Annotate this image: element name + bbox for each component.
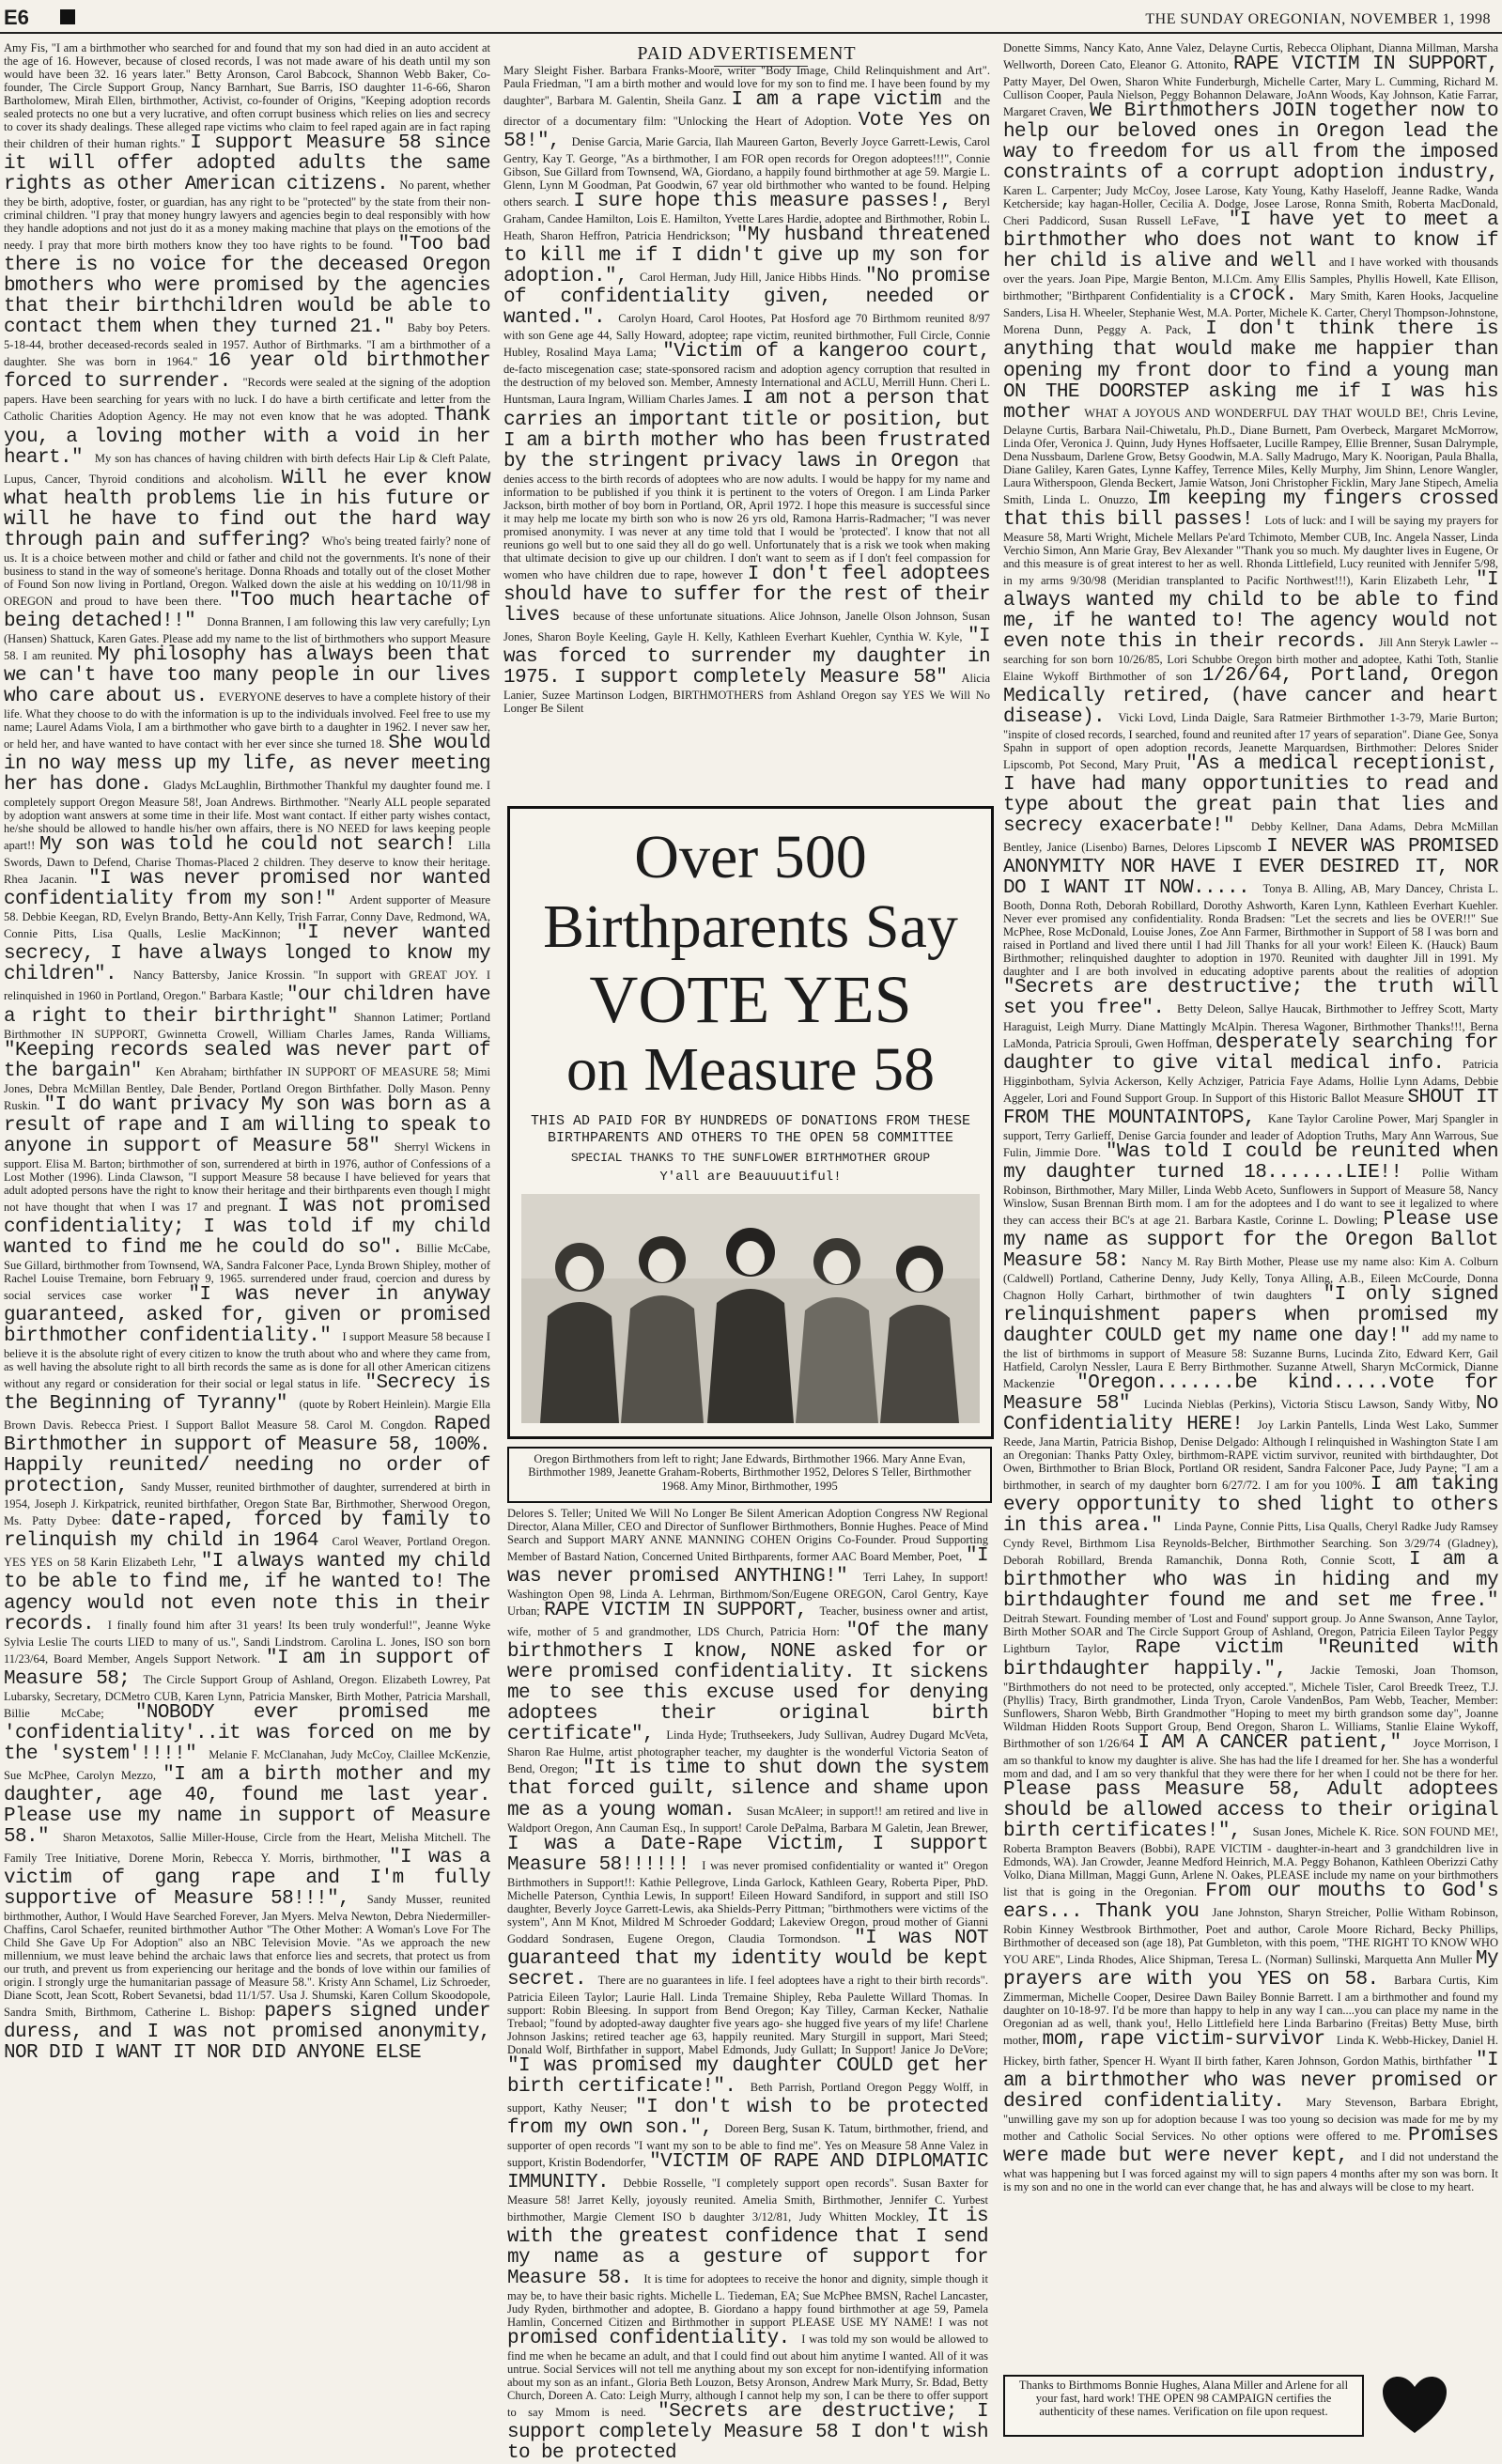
quote-statement: Please pass Measure 58, Adult adoptees should be allowed access to their original birth certificates!", [1003, 1778, 1498, 1842]
name-list-text: Ken Abraham; birthfather IN SUPPORT OF MEASURE 58; Mimi Jones, Debra McMillan Bentley, Dale Bender, Portland Oregon Birthfather. Dolly Mason. Penny Ruskin. [4, 1064, 491, 1112]
quote-statement: Vote Yes on 58!", [503, 110, 990, 153]
name-list-text: Sherryl Wickens in support. Elisa M. Barton; birthmother of son, surrendered at birth in 1976, author of Confessions of a Lost Mother (1996). Linda Clawson, "I support Measure 58 because I have believed for years that adult adopted persons have the right to know their heritage and their birthparents even though I might not have thought that when I was 17 and pregnant. [4, 1139, 490, 1214]
quote-statement: promised confidentiality. [507, 2328, 802, 2350]
quote-statement: "It is time to shut down the system that forced guilt, silence and shame upon me as a young woman. [507, 1758, 988, 1821]
name-list-text: EVERYONE deserves to have a complete history of their life. What they choose to do with the information is up to the individuals involved. Feel free to use my name; Laurel Adams Viola, I am a birthmother who gave birth to a daughter in 1962. I never saw her, or held her, and have wanted to have contact with her ever since she turned 18. [4, 690, 490, 752]
quote-statement: 16 year old birthmother forced to surrender. [4, 350, 490, 394]
name-list-text: Baby boy Peters. 5-18-44, brother deceased-records sealed in 1957. Author of Birthmarks. "I am a birthmother of a daughter. She was born in 1964." [4, 321, 490, 369]
quote-statement: I AM A CANCER patient," [1138, 1731, 1414, 1754]
quote-statement: "My husband threatened to kill me if I didn't give up my son for adoption.", [503, 225, 991, 288]
photo-caption: Oregon Birthmothers from left to right; Jane Edwards, Birthmother 1966. Mary Anne Evan, Birthmother 1989, Jeanette Graham-Roberts, Birthmother 1952, Delores S Teller, Birthmother 1968. Amy Minor, Birthmother, 1995 [528, 1452, 971, 1493]
quote-statement: "I have yet to meet a birthmother who does not want to know if her child is alive and well [1003, 209, 1498, 273]
name-list-text: Lilla Swords, Dawn to Defend, Charise Thomas-Placed 2 children. They deserve to know their heritage. Rhea Jacanin. [4, 839, 491, 887]
quote-statement: I am not a person that carries an important title or position, but I am a birth mother who has been frustrated by the stringent privacy laws in Oregon [503, 388, 991, 473]
quote-statement: "Too bad there is no voice for the deceased Oregon bmothers who were promised by the agencies that their birthchildren would be able to contact them when they turned 21." [4, 234, 490, 339]
quote-statement: Will he ever know what health problems lie in his future or will he have to find out the hard way through pain and suffering? [4, 467, 490, 551]
quote-statement: "I never wanted secrecy, I have always longed to know my children". [4, 922, 490, 986]
name-list-text: Donna Brannen, I am following this law very carefully; Lyn (Hansen) Shattuck, Karen Gates. Please add my name to the list of birthmothers who support Measure 58. I am reunited. [4, 614, 490, 662]
quote-statement: "Was told I could be reunited when my daughter turned 18.......LIE!! [1003, 1140, 1498, 1184]
name-list-text: Mary Smith, Karen Hooks, Jacqueline Sanders, Lisa H. Wheeler, Stephanie West, M.A. Porter, Michele K. Carter, Cheryl Thompson-Johnstone, Morena Dunn, Peggy A. Pack, [1003, 289, 1498, 337]
name-list-text: Donette Simms, Nancy Kato, Anne Valez, Delayne Curtis, Rebecca Oliphant, Dianna Millman, Marsha Wellworth, Doreen Cato, Eleanor G. Attonito, [1003, 41, 1498, 71]
name-list-text: Nancy M. Ray Birth Mother, Please use my name also: Kim A. Colburn (Caldwell) Portland, Catherine Denny, Judy Kelly, Tonya Alling, A.B., Eileen McCourde, Donna Chagnon Holly Carhart, birthmother of twin daughters [1003, 1254, 1498, 1302]
name-list-text: Kane Taylor Caroline Power, Marj Spangler in support, Terry Garlieff, Denise Garcia founder and leader of Adoption Truths, Mary Ann Warrous, Sue Fulin, Jimmie Dore. [1003, 1111, 1498, 1159]
name-list-text: Shannon Latimer; Portland Birthmother IN SUPPORT, Gwinnetta Crowell, William Charles James, Randa Williams, [4, 1010, 490, 1041]
name-list-text: I was told my son would be allowed to find me when he became an adult, and that I could find out about him anytime I wanted. All of it was untrue. Social Services will not tell me anything about my son except for non-identifying information about my son as an infant., Gloria Beth Louzon, Betsy Aronson, Andrew Mark Murry, Sr. Bdad, Betty Church, Doreen A. Cato: Leigh Murry, although I cannot help my son, I can be there to offer support to say Mmom is need. [507, 2332, 988, 2420]
name-list-text: and the director of a documentary film: "Unlocking the Heart of Adoption. [503, 94, 991, 129]
quote-statement: "NOBODY ever promised me 'confidentiality'..it was forced on me by the 'system'!!!!" [4, 1701, 490, 1765]
right-column [1003, 41, 1498, 2369]
quote-statement: "I was NOT guaranteed that my identity would be kept secret. [507, 1927, 988, 1991]
quote-statement: "I was promised my daughter COULD get her birth certificate!". [507, 2054, 988, 2098]
quote-statement: RAPE VICTIM IN SUPPORT, [1232, 54, 1498, 75]
name-list-text: Jane Johnston, Sharyn Streicher, Pollie Witham Robinson, Robin Kinney Westbrook Birthmother, Poet and author, Carole Moore Richard, Becky Phillips, Birthmother of deceased son (age 18), Pat Gumbleton, with this poem, "THE RIGHT TO KNOW WHO YOU ARE", Linda Rhodes, Alice Shipman, Teresa L. (Norman) Sullinski, Marquetta Ann Muller [1003, 1905, 1498, 1966]
certification-notice: Thanks to Birthmoms Bonnie Hughes, Alana Miller and Arlene for all your fast, hard work! THE OPEN 98 CAMPAIGN certifies the authenticity of these names. Verification on file upon request. [1018, 2379, 1349, 2418]
quote-statement: Im keeping my fingers crossed that this bill passes! [1003, 488, 1498, 531]
group-photo-illustration [521, 1194, 980, 1423]
quote-statement: "I always wanted my child to be able to find me, if he wanted to! The agency would not even note this in their records. [1003, 568, 1498, 653]
name-list-text: Debby Kellner, Dana Adams, Debra McMillan Bentley, Janice (Lisenbo) Barnes, Delores Lipscomb [1003, 820, 1499, 855]
masthead-rule [0, 32, 1502, 34]
quote-statement: "I was a victim of gang rape and I'm fully supportive of Measure 58!!!", [4, 1847, 490, 1911]
group-photo [521, 1194, 980, 1423]
name-list-text: Sandy Musser, reunited birthmother of daughter, surrendered at birth in 1954, Joseph J. Kirkpatrick, reunited birthfather, Oregon State Bar, Birthmother, Sherwood Oregon, Ms. Patty Dybee: [4, 1480, 490, 1528]
name-list-text: add my name to the list of birthmoms in support of Measure 58: Suzanne Burns, Lucinda Zito, Edward Kerr, Gail Hatfield, Carolyn Nessler, Laura E Berry Birthmother. Suzanne Atwell, Sharyn McCormick, Dianne Mackenzie [1003, 1330, 1498, 1391]
quote-statement: "Too much heartache of being detached!!" [4, 589, 490, 632]
quote-statement: "I always wanted my child to be able to find me, if he wanted to! The agency would not even note this in their records. [4, 1551, 490, 1635]
name-list-text: Carol Weaver, Portland Oregon. YES YES on 58 Karin Elizabeth Lehr, [4, 1535, 491, 1570]
name-list-text: I finally found him after 31 years! Its been truly wonderful!", Jeanne Wyke Sylvia Leslie The courts LIED to many of us.", Sandi Lindstrom. Carolina L. Jones, ISO son born 11/23/64, Board Member, Angels Support Network. [4, 1618, 490, 1666]
name-list-text: Denise Garcia, Marie Garcia, Ilah Maureen Garton, Beverly Joyce Garrett-Lewis, Carol Gentry, Kay T. George, "As a birthmother, I am FOR open records for Oregon adoptees!!!", Connie Gibson, Sue Gillard from Townsend, WA, Giordano, a happily found birthmother at age 59. Margie L. Glenn, Lynn M Goodman, Pat Goodwin, 67 year old birthmother who wanted to be found. Helping others search. [503, 135, 990, 209]
name-list-text: Sharon Metaxotos, Sallie Miller-House, Circle from the Heart, Melisha Mitchell. The Family Tree Initiative, Dorene Morin, Rebecca Y. Morris, birthmother, [4, 1831, 490, 1866]
name-list-text: Carolyn Hoard, Carol Hootes, Pat Hosford age 70 Birthmom reunited 8/97 with son Gene age 44, Sally Howard, adoptee; rape victim, reunited birthmother, Full Circle, Connie Hubley, Rosalind Maya Lama; [503, 312, 990, 360]
quote-statement: "I only signed relinquishment papers when promised my daughter COULD get my name one day!" [1003, 1283, 1498, 1348]
name-list-text: Jackie Temoski, Joan Thomson, "Birthmothers do not need to be protected, only accepted.", Michele Tisler, Carol Breedk Treez, T.J. (Phyllis) Tracy, Birth grandmother, Linda Tryon, Carole VandenBos, Pam Webb, Teacher, Member: Sunflowers, Sharon Webb, Birth Grandmother "Hoping to meet my birth grandson some day", Joanne Wildman Hidden Roots Support Group, Bend Oregon, Sharon L. Williams, Stanlie Elaine Wykoff, Birthmother of son 1/26/64 [1003, 1663, 1498, 1750]
quote-statement: "Secrets are destructive; I support completely Measure 58 I don't wish to be protected [507, 2401, 988, 2464]
quote-statement: "Secrecy is the Beginning of Tyranny" [4, 1372, 490, 1416]
section-label: E6 [4, 6, 29, 29]
quote-statement: "I do want privacy My son was born as a result of rape and I am willing to speak to anyone in support of Measure 58" [4, 1093, 490, 1157]
name-list-text: Delores S. Teller; United We Will No Longer Be Silent American Adoption Congress NW Regional Director, Alana Miller, CEO and Director of Sunflower Birthmothers, Bonnie Hughes. Peace of Mind Search and Support MARY ANNE MANNING COHEN Origins Co-Founder. Proud Supporting Member of Bastard Nation, Concerned United Birthparents, former AAC Board Member, Poet, [507, 1507, 988, 1563]
quote-statement: "VICTIM OF RAPE AND DIPLOMATIC IMMUNITY. [507, 2150, 988, 2194]
name-list-text: Patty Mayer, Del Owen, Sharon White Funderburgh, Michelle Carter, Mary L. Cumming, Richard M. Cullison Cooper, Paula Nielson, Peggy Bohannon Delaware, JoAnn Woods, Kay Johnson, Katie Farrar, Margaret Craven, [1003, 75, 1498, 119]
name-list-text: I was never promised confidentiality or wanted it" Oregon Birthmothers in Support!!: Kathie Pellegrove, Linda Garlock, Kathleen Geary, Roberta Piper, PhD. Michelle Paterson, Cynthia Lewis, In support! Eileen Howard Sandiford, in support and still ISO daughter, Beverly Joyce Garrett-Lewis, aka Shields-Perry Pittman; "birthmothers were victims of the system", Ann M Knot, Mildred M Schroeder Goddard; Lakeview Oregon, proud mother of Gianni Goddard Sondrasen, Eugene Oregon, Claudia Tormondson. [507, 1858, 988, 1945]
name-list-text: The Circle Support Group of Ashland, Oregon. Elizabeth Lowrey, Pat Lubarsky, Secretary, DCMetro CUB, Karen Lynn, Patricia Mansker, Birth Mother, Patricia Marshall, Billie McCabe; [4, 1672, 490, 1720]
ad-paid-note: THIS AD PAID FOR BY HUNDREDS OF DONATIONS FROM THESE BIRTHPARENTS AND OTHERS TO THE OPEN 58 COMMITTEE [530, 1113, 971, 1146]
quote-statement: "I was never promised nor wanted confidentiality from my son!" [4, 868, 490, 911]
name-list-text: Betty Deleon, Sallye Haucak, Birthmother to Jeffrey Scott, Marty Haraguist, Leigh Murry. Diane Mattingly McAlpin. Theresa Wagoner, Birthmother Thanks!!!, Berna LaMonda, Patricia Sprouli, Gwen Hoffman, [1003, 1002, 1499, 1050]
quote-statement: "I don't wish to be protected from my own son.", [507, 2096, 989, 2139]
name-list-text: Doreen Berg, Susan K. Tatum, birthmother, friend, and supporter of open records "I want my son to be able to find me". Yes on Measure 58 Anne Valez in support, Kristin Bodendorfer, [507, 2121, 988, 2169]
name-list-text: Gladys McLaughlin, Birthmother Thankful my daughter found me. I completely support Oregon Measure 58!, Joan Andrews. Birthmother. "Nearly ALL people separated by adoption want answers at some time in their life. Most want contact. If either party wishes contact, he/she should be allowed to handle his/her own affairs, there is NO NEED for laws keeping people apart!! [4, 779, 491, 853]
quote-statement: "Keeping records sealed was never part of the bargain" [4, 1039, 490, 1082]
name-list-text: Barbara Curtis, Kim Zimmerman, Michelle Cooper, Desiree Dawn Bailey Bonnie Barrett. I am a birthmother and found my daughter on 10-18-97. I'd be more than happy to help in any way I can....you can place my name in the Oregonian ad as well, thank you!, Hello Littlefield here Linda Barbarino (Freitas) Betty Muse, birth mother, [1003, 1973, 1498, 2047]
quote-statement: No Confidentiality HERE! [1003, 1393, 1498, 1436]
name-list-text: Lots of luck: and I will be saying my prayers for Measure 58, Marti Wright, Michele Mellars Pe'ard Tchimoto, Member CUB, Inc. Angela Nasser, Linda Verchio Simon, Ann Marie Gray, Bev Alexander "'Thank you so much. My daughter lives in Eugene, Or and this measure is of great interest to her as well. Rhonda Littlefield, Lucy reunited with Jennifer 5/98, in my arms 9/30/98 (Meridian transplanted to Pacific Northwest!!!), Karin Elizabeth Lehr, [1003, 513, 1498, 587]
ad-headline-measure-58: on Measure 58 [565, 1035, 936, 1104]
name-list-text: Joy Larkin Pantells, Linda West Lako, Summer Reede, Jana Martin, Patricia Bishop, Denise Delgado: Although I relinquished in Washington State I am an Oregonian: Thanks Patty Oxley, birthmom-RAPE victim survivor, reunited with birthdaughter, Dot Owen, Birthmother to Brian Block, Portland OR resident, Sandra Falconer Pace, Judy Payne; "I am a birthmother, in search of my daughter born 6/27/72. I am for you 100%. [1003, 1418, 1499, 1493]
quote-statement: "As a medical receptionist, I have had many opportunities to read and type about the great pain that lies and secrecy exacerbate!" [1003, 753, 1498, 838]
quote-statement: mom, rape victim-survivor [1042, 2028, 1337, 2051]
advertisement-box [507, 806, 994, 1439]
name-list-text: My son has chances of having children with birth defects Hair Lip & Cleft Palate, Lupus, Cancer, Thyroid conditions and alcoholism. [4, 451, 490, 486]
quote-statement: RAPE VICTIM IN SUPPORT, [544, 1600, 820, 1622]
name-list-text: Beryl Graham, Candee Hamilton, Lois E. Hamilton, Yvette Lares Hardie, adoptee and Birthmother, Robin L. Heath, Sharon Heffron, Patricia Hendrickson; [503, 195, 990, 243]
name-list-text: Joyce Morrison, I am so thankful to know my daughter is alive. She has had the life I dreamed for her. She has a wonderful mom and dad, and I am so very thankful that they were there for her when I could not be there for her. [1003, 1736, 1498, 1780]
name-list-text: Debbie Rosselle, "I completely support open records". Susan Baxter for Measure 58! Jarret Kelly, joyously reunited. Amelia Smith, Birthmother, Jennifer C. Yurbest birthmother, Margie Clement ISO b daughter 3/12/81, Judy Whitten Mockley, [507, 2177, 988, 2224]
quote-statement: I don't think there is anything that would make me happier than opening my front door to find a young man ON THE DOORSTEP asking me if I was his mother [1003, 318, 1499, 424]
name-list-text: Karen L. Carpenter; Judy McCoy, Josee Larose, Katy Young, Kathy Haseloff, Jeanne Radke, Wanda Ketcherside; kay hagan-Holler, Cecilia A. Dodge, Josee Larose, Ronna Smith, Roberta MacDonald, Cheri Paddicord, Susan Russell LeFave, [1003, 184, 1498, 228]
left-column [4, 41, 490, 2446]
name-list-text: Billie McCabe, Sue Gillard, birthmother from Townsend, WA, Sandra Falconer Pace, Lynda Brown Shipley, mother of Rachel Louise Tremaine, born February 9, 1965. surrendered under fraud, coercion and duress by social services case worker [4, 1241, 491, 1302]
quote-statement: "Oregon.......be kind.....vote for Measure 58" [1003, 1372, 1498, 1416]
name-list-text: Amy Fis, "I am a birthmother who searched for and found that my son had died in an auto accident at the age of 16. However, because of closed records, I was not made aware of his death until my son would have been 32. 16 years later." Betty Aronson, Carol Babcock, Shannon Webb Baker, Co-founder, The Circle Support Group, Nancy Barnhart, Sue Barris, ISO daughter 11-6-66, Sharon Bartholomew, Mirah Ellen, birthmother, Activist, co-founder of Origins, "Keeping adoption records sealed protects no one but a very lucrative, and often corrupt business which relies on lies and secrecy to cover its shady dealings. These alleged rape victims who claim to feel raped again are in fact raping their children of their human rights." [4, 41, 490, 150]
quote-statement: "No promise of confidentiality given, needed or wanted.". [503, 266, 990, 330]
quote-statement: It is with the greatest confidence that I send my name as a gesture of support for Measure 58. [507, 2206, 988, 2290]
name-list-text: Pollie Witham Robinson, Birthmother, Mary Miller, Linda Webb Aceto, Sunflowers in Support of Measure 58, Nancy Winslow, Susan Brennan Birth mom. I am for the adoptees and I do want to see it legalized to where they can access their BC's at age 21. Barbara Kastle, Corinne L. Dowling; [1003, 1166, 1498, 1227]
quote-statement: Thank you, a loving mother with a void in her heart." [4, 405, 490, 469]
quote-statement: SHOUT IT FROM THE MOUNTAINTOPS, [1003, 1086, 1498, 1129]
heart-icon [1383, 2377, 1447, 2435]
name-list-text: Linda K. Webb-Hickey, Daniel H. Hickey, birth father, Spencer H. Wyant II birth father, Karen Johnson, Gordon Mathis, birthfather [1003, 2033, 1498, 2068]
section-block-marker [60, 9, 75, 24]
quote-statement: We Birthmothers JOIN together now to help our beloved ones in Oregon lead the way to freedom for us all from the imposed constraints of a corrupt adoption industry, [1003, 101, 1498, 185]
quote-statement: Rape victim "Reunited with birthdaughter happily.", [1003, 1637, 1499, 1681]
ad-headline-vote-yes: VOTE YES [589, 962, 912, 1037]
quote-statement: papers signed under duress, and I was not promised anonymity, NOR DID I WANT IT NOR DID ANYONE ELSE [4, 2001, 490, 2065]
name-list-text: that denies access to the birth records of adoptees who are now adults. I would be happy for my name and information to be published if you think it is pertinent to the voters of Oregon. I am Linda Parker Jackson, birth mother of boy born in Portland, OR, April 1972. I hope this measure is successful since it may help me locate my birth son who is now 26 yrs old, Ramona Harris-Radmacher; "I was never promised anonymity. I was never at any time told that I would be 'protected'. I know that not all reunions go well but to one said they all do go well. Unfortunately that is a risk we took when making that ultimate decision to give up our children. I don't want to seem as if I don't feel compassion for women who have children due to rape, however [503, 455, 990, 581]
name-list-text: No parent, whether they be birth, adoptive, foster, or guardian, has any right to be "protected" by the state from their non-criminal children. "I pray that money hungry lawyers and agencies begin to deal responsibly with how they handle adoptions and not just do it as a money making machine that plays on the emotions of the needy. I pray that more birth mothers know they too have rights to be found. [4, 178, 490, 253]
name-list-text: Carol Herman, Judy Hill, Janice Hibbs Hinds. [639, 271, 865, 285]
name-list-text: Nancy Battersby, Janice Krossin. "In support with GREAT JOY. I relinquished in 1960 in Portland, Oregon." Barbara Kastle; [4, 969, 490, 1003]
name-list-text: Susan McAleer; in support!! am retired and live in Waldport Oregon, Ann Cauman Esq., In support! Carole DePalma, Barbara M Galetin, Jean Brewer, [507, 1804, 988, 1835]
quote-statement: Please use my name as support for the Oregon Ballot Measure 58: [1003, 1208, 1498, 1272]
masthead [0, 0, 1502, 38]
name-list-text: Beth Parrish, Portland Oregon Peggy Wolff, in support, Kathy Neuser; [507, 2080, 989, 2115]
name-list-text: de-facto miscegenation case; state-sponsored racism and adoption agency corruption that resulted in the destruction of my beloved son. Member, Amnesty International and ACLU, Merrill Hunn. Cheri L. Huntsman, Laura Ingram, William Charles James. [503, 363, 990, 407]
name-list-text: (quote by Robert Heinlein). Margie Ella Brown Davis. Rebecca Priest. I Support Ballot Measure 58. Carol M. Congdon. [4, 1398, 490, 1433]
name-list-text: Teacher, business owner and artist, wife, mother of 5 and grandmother, LDS Church, Patricia Horn: [507, 1604, 988, 1639]
name-list-text: Lucinda Nieblas (Perkins), Victoria Stiscu Lawson, Sandy Witby, [1143, 1398, 1476, 1412]
name-list-text: Susan Jones, Michele K. Rice. SON FOUND ME!, Roberta Brampton Beavers (Bobbi), RAPE VICTIM - daughter-in-heart and 3 grandchildren live in Edmonds, WA). Jan Crowder, Jeanne Medford Heinrich, M.A. Peggy Bohanon, Kathleen Oberizzi Cathy Volko, Diana Millman, Maggi Gunn, Arlene N. Oakes, PLEASE include my name on your birthmothers list that is going in the Oregonian. [1003, 1824, 1499, 1898]
name-list-text: because of these unfortunate situations. Alice Johnson, Janelle Olson Johnson, Susan Jones, Sharon Boyle Keeling, Gayle H. Kelly, Kathleen Everhart Kuehler, Cynthia W. Kyle, [503, 609, 990, 643]
name-list-text: Mary Sleight Fisher. Barbara Franks-Moore, writer "Body Image, Child Relinquishment and Art". Paula Friedman, "I am a birth mother and would love for my son to find me. I have been found by my daughter", Barbara M. Galentin, Sheila Ganz. [503, 64, 990, 107]
quote-statement: I was not promised confidentiality; I was told if my child wanted to find me he could do so". [4, 1195, 490, 1259]
name-list-text: Tonya B. Alling, AB, Mary Dancey, Christa L. Booth, Donna Roth, Deborah Robillard, Dorothy Ashworth, Karen Lynn, Kathleen Everhart Kuehler. Never ever promised any confidentiality. Ronda Bradsen: "Let the secrets and lies be OVER!!" Sue McPhee, Rose McDonald, Louise Jones, Zoe Ann Farmer, Birthmother in Support of 58 I was born and raised in Portland and lived there until I had Jill Thanks for all your work! Eileen K. (Hauck) Baum Birthmother; relinquished daughter to adoption in 1970. Reunited with daughter Jill in 1991. My daughter and I are both involved in educating adoptive parents about the realities of adoption [1003, 882, 1499, 979]
paid-advertisement-header: PAID ADVERTISEMENT [637, 43, 857, 64]
name-list-text: Patricia Higginbotham, Sylvia Ackerson, Kelly Achziger, Patricia Faye Adams, Hollie Lynn Adams, Debbie Aggeler, Lori and Found Support Group. In Support of this Historic Ballot Measure [1003, 1057, 1498, 1105]
quote-statement: "Of the many birthmothers I know, NONE asked for or were promised confidentiality. It sickens me to see this excuse used for denying adoptees their original birth certificate", [507, 1620, 988, 1746]
quote-statement: I was a Date-Rape Victim, I support Measure 58!!!!!! [507, 1833, 988, 1876]
left-column-text [4, 41, 490, 2064]
name-list-text: WHAT A JOYOUS AND WONDERFUL DAY THAT WOULD BE!, Chris Levine, Delayne Curtis, Barbara Nail-Chiwetalu, Ph.D., Diane Burnett, Pam Overbeck, Margaret McMorrow, Linda Ofer, Veronica J. Quinn, Judy Hynes Hoffsaeter, Lucille Rampey, Ellie Brenner, Susan Dalrymple, Dena Nussbaum, Darlene Grow, Betsy Goodwin, M.A. Sally Madrugo, Mary K. Noorigan, Paula Bhalla, Diane Galiley, Karen Gates, Lynne Kaffey, Terrence Miles, Kelly Murphy, Jim Shinn, Lenore Wangler, Laura Witherspoon, Glenda Beckert, Jamie Watson, Joni Christopher Ficklin, Mary Jane Stipech, Amelia Smith, Linda L. Onuzzo, [1003, 406, 1499, 506]
quote-statement: date-raped, forced by family to relinquish my child in 1964 [4, 1510, 490, 1553]
name-list-text: Vicki Lovd, Linda Daigle, Sara Ratmeier Birthmother 1-3-79, Marie Burton; "inspite of closed records, I searched, found and reunited after 17 years of separation". Diane Gee, Sonya Spahn in support of open adoption records, Jeanette Marquardsen, Birthmother: Delores Snider Lipscomb, Pot Second, Mary Pruit, [1003, 711, 1499, 772]
name-list-text: Mary Stevenson, Barbara Ebright, "unwilling gave my son up for adoption because I was too young so decision was made for me by my mother and Catholic Social Services. No other options were offered to me. [1003, 2096, 1498, 2144]
middle-column-bottom [507, 1507, 989, 2464]
name-list-text: Linda Payne, Connie Pitts, Lisa Qualls, Cheryl Radke Judy Ramsey Cyndy Revel, Birthmom Lisa Reynolds-Belcher, Birthmother Searching. Son 3/29/74 (Gladney), Deborah Robillard, Brenda Ramanchik, Donna Roth, Connie Scott, [1003, 1520, 1499, 1568]
name-list-text: Terri Lahey, In support! Washington Open 98, Linda A. Lehrman, Birthmom/Son/Eugene OREGON, Carol Gentry, Kaye Urban; [507, 1571, 989, 1619]
name-list-text: Ardent supporter of Measure 58. Debbie Keegan, RD, Evelyn Brando, Betty-Ann Kelly, Trish Farrar, Conny Dave, Redmond, WA, Connie Pitts, Lisa Qualls, Leslie MacKinnon; [4, 893, 491, 941]
quote-statement: "I am a birthmother who was never promised or desired confidentiality. [1003, 2050, 1498, 2114]
quote-statement: "I was never in anyway guaranteed, asked for, given or promised birthmother confidentiality." [4, 1283, 490, 1348]
quote-statement: 1/26/64, Portland, Oregon Medically retired, (have cancer and heart disease). [1003, 664, 1498, 729]
ad-thanks-note: SPECIAL THANKS TO THE SUNFLOWER BIRTHMOTHER GROUP [570, 1151, 931, 1165]
quote-statement: crock. [1229, 285, 1310, 307]
name-list-text: Deitrah Stewart. Founding member of 'Lost and Found' support group. Jo Anne Swanson, Anne Taylor, Birth Mother SOAR and The Circle Support Group of Ashland, Oregon, Patricia Eileen Taylor Peggy Lightburn Taylor, [1003, 1612, 1498, 1656]
name-list-text: I support Measure 58 because I believe it is the absolute right of every citizen to know the truth about who and where they came from, as well having the absolute right to all birth records the same as is done for all other American citizens without any regard or consideration for their social or legal status in life. [4, 1330, 491, 1391]
middle-bottom-text [507, 1507, 988, 2464]
quote-statement: I am a rape victim [731, 89, 954, 111]
middle-top-text [503, 64, 990, 715]
name-list-text: Sandy Musser, reunited birthmother, Author, I Would Have Searched Forever, Jan Myers. Melva Newton, Debra Niedermiller-Chaffins, Carol Schaefer, reunited birthmother Author "The Other Mother: A Woman's Love For The Child She Gave Up For Adoption" also an NBC Television Movie. "As we approach the new millennium, we must leave behind the archaic laws that enforce lies and secrets, that protect us from our truth, and prevent us from experiencing our heritage and the bonds of love within our families of origin. I strongly urge the humanitarian passage of Measure 58.". Kristy Ann Schamel, Liz Schroeder, Diane Scott, Jean Scott, Robert Sevanetsi, bdad 11/1/57. Usa J. Shumski, Karen Collum Skoodopole, Sandra Smith, Birthmom, Catherine L. Bishop: [4, 1893, 490, 2020]
quote-statement: "I am in support of Measure 58; [4, 1647, 490, 1690]
quote-statement: "I am a birth mother and my daughter, age 40, found me last year. Please use my name in support of Measure 58." [4, 1763, 490, 1848]
name-list-text: There are no guarantees in life. I feel adoptees have a right to their birth records". Patricia Eileen Taylor; Laurie Hall. Linda Tremaine Shipley, Reba Paulette Willard Thomas. In support: Robin Bleesing. In support from Bend Oregon; Kay Tilley, Carman Kecker, Nathalie Trebaol; "found by adopted-away daughter five years ago- she hugged five years of my life! Charlene Johnson Jaskins; retired teacher age 63, happily reunited. Mary Sturgill in support, Mari Steed; Donald Wolf, Birthfather in support, Mabel Edmonds, Judy Gullatt; In Support! Janice Jo DeVore; [507, 1973, 988, 2056]
quote-statement: I support Measure 58 since it will offer adopted adults the same rights as other American citizens. [4, 132, 491, 196]
name-list-text: Jill Ann Steryk Lawler -- searching for son born 10/26/85, Lori Schubbe Oregon birth mother and adoptee, Kathi Toth, Stanlie Elaine Wykoff Birthmother of son [1003, 635, 1498, 683]
quote-statement: From our mouths to God's ears... Thank you [1003, 1880, 1498, 1923]
quote-statement: "our children have a right to their birthright" [4, 984, 490, 1028]
name-list-text: It is time for adoptees to receive the honor and dignity, simple though it may be, to have their basic rights. Michelle L. Tiedeman, EA; Sue McPhee BMSN, Rachel Lancaster, Judy Ryden, birthmother and adoptee, B. Giordano a happy found birthmother at age 59, Pamela Hamlin, Concerned Citizen and Birthmother in support PLEASE USE MY NAME! I was not [507, 2272, 988, 2330]
ad-closing-note: Y'all are Beauuuutiful! [659, 1170, 842, 1185]
quote-statement: I don't feel adoptees should have to suffer for the rest of their lives [503, 563, 990, 627]
quote-statement: I sure hope this measure passes!, [573, 191, 965, 213]
middle-column-top [503, 64, 990, 797]
name-list-text: Who's being treated fairly? none of us. It is a choice between mother and child or father and child not the governments. It's none of their business to stand in the way of someone's heritage. Donna Rhoads and totally out of the closet Mother of Found Son now living in Portland, Oregon. Walked down the aisle at his wedding on 10/11/98 in OREGON and proud to have been there. [4, 534, 490, 608]
quote-statement: "Victim of a kangeroo court, [662, 341, 990, 364]
name-list-text: Melanie F. McClanahan, Judy McCoy, Claillee McKenzie, Sue McPhee, Carolyn Mezzo, [4, 1747, 490, 1782]
ad-headline-birthparents-say: Birthparents Say [543, 892, 958, 961]
quote-statement: My son was told he could not search! [39, 834, 469, 857]
quote-statement: I am a birthmother who was in hiding and my birthdaughter found me and set me free." [1003, 1549, 1498, 1613]
quote-statement: desperately searching for daughter to give vital medical info. [1003, 1031, 1498, 1075]
quote-statement: My prayers are with you YES on 58. [1003, 1947, 1498, 1991]
certification-notice-box [1003, 2375, 1364, 2437]
quote-statement: Promises were made but were never kept, [1003, 2125, 1498, 2168]
name-list-text: and I have worked with thousands over the years. Joan Pipe, Margie Benton, M.I.Cm. Amy Ellis Samples, Phyllis Howell, Kate Ellison, birthmother; "Birthparent Confidentiality is a [1003, 256, 1498, 303]
name-list-text: Alicia Lanier, Suzee Martinson Lodgen, BIRTHMOTHERS from Ashland Oregon say YES We Will No Longer Be Silent [503, 671, 990, 715]
quote-statement: I NEVER WAS PROMISED ANONYMITY NOR HAVE I EVER DESIRED IT, NOR DO I WANT IT NOW..... [1003, 836, 1498, 900]
quote-statement: She would in no way mess up my life, as never meeting her has done. [4, 733, 491, 797]
ad-headline-over-500: Over 500 [634, 823, 867, 891]
name-list-text: Linda Hyde; Truthseekers, Judy Sullivan, Audrey Dugard McVeta, Sharon Rae Hulme, artist photographer teacher, my daughter is the wonderful Victoria Seaton of Bend, Oregon; [507, 1728, 989, 1776]
quote-statement: My philosophy has always been that we can't have too many people in our lives who care about us. [4, 643, 490, 707]
name-list-text: "Records were sealed at the signing of the adoption papers. Have been searching for years with no luck. I do have a birth certificate and letter from the Catholic Charities Adoption Agency. He may not even know that he was adopted. [4, 376, 490, 424]
quote-statement: Raped Birthmother in support of Measure 58, 100%. Happily reunited/ needing no order of protection, [4, 1414, 490, 1498]
right-column-text [1003, 41, 1498, 2193]
quote-statement: "Secrets are destructive; the truth will set you free". [1003, 977, 1498, 1020]
quote-statement: I am taking every opportunity to shed light to others in this area." [1003, 1474, 1498, 1538]
name-list-text: and I did not understand the what was happening but I was forced against my will to sign papers 4 months after my son was born. It is my son and no one in the world can ever change that, he has and always will be close to my heart. [1003, 2150, 1498, 2194]
quote-statement: "I was never promised ANYTHING!" [507, 1545, 988, 1588]
paper-date-line: THE SUNDAY OREGONIAN, NOVEMBER 1, 1998 [1145, 11, 1491, 27]
quote-statement: "I was forced to surrender my daughter in 1975. I support completely Measure 58" [503, 625, 990, 689]
photo-caption-box [507, 1447, 992, 1503]
